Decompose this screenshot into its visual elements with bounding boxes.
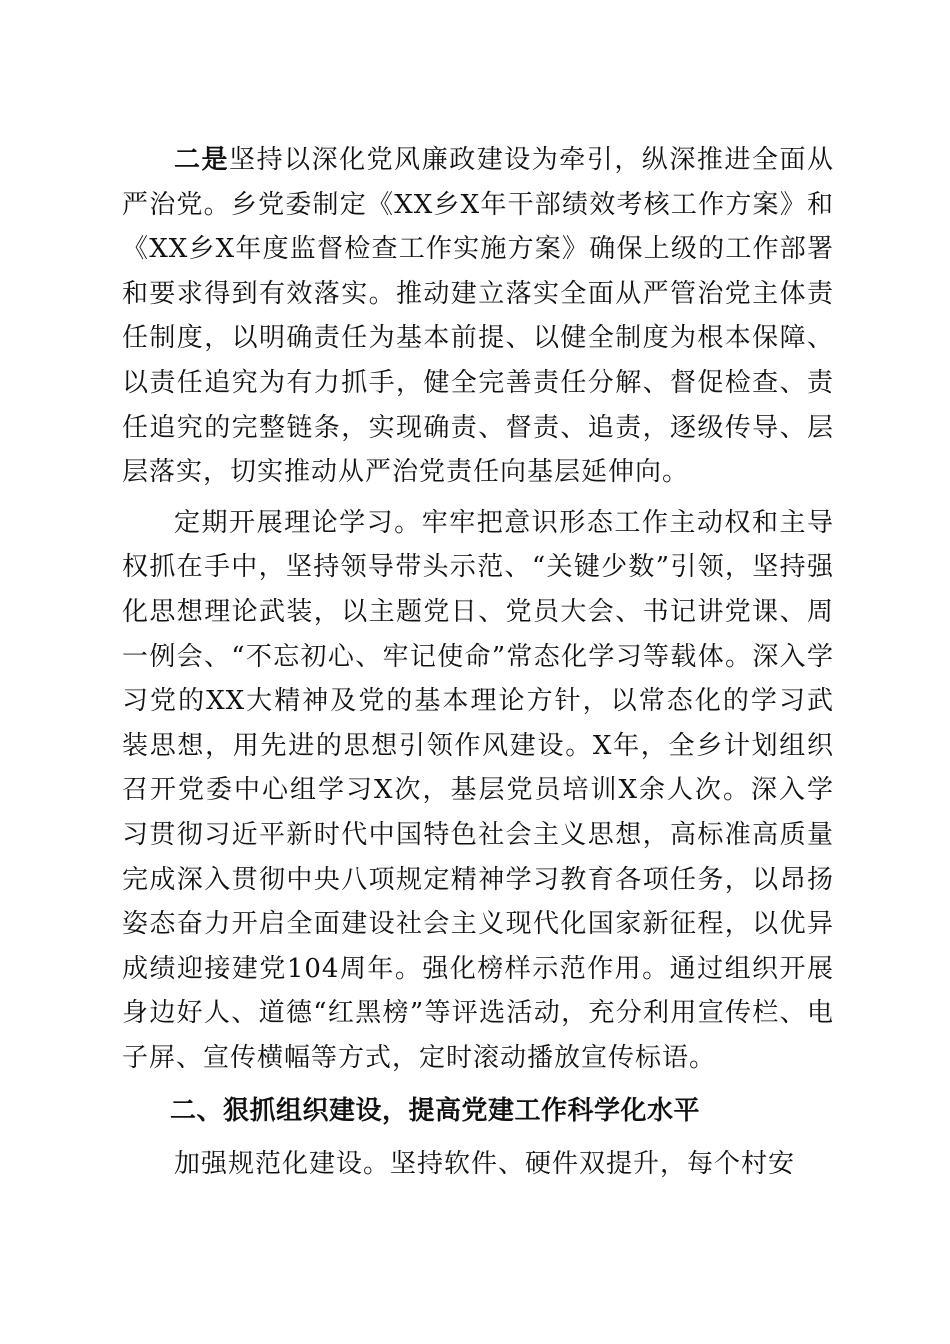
document-page xyxy=(122,138,834,1187)
section-heading: 二、狠抓组织建设，提高党建工作科学化水平 xyxy=(170,1096,701,1127)
paragraph-lead: 二是 xyxy=(174,145,230,175)
paragraph-theory-study: 定期开展理论学习。牢牢把意识形态工作主动权和主导权抓在手中，坚持领导带头示范、“关键少数”引领，坚持强化思想理论武装，以主题党日、党员大会、书记讲党课、周一例会、“不忘初心、牢记使命”常态化学习等载体。深入学习党的XX大精神及党的基本理论方针，以常态化的学习武装思想，用先进的思想引领作风建设。X年，全乡计划组织召开党委中心组学习X次，基层党员培训X余人次。深入学习贯彻习近平新时代中国特色社会主义思想，高标准高质量完成深入贯彻中央八项规定精神学习教育各项任务，以昂扬姿态奋力开启全面建设社会主义现代化国家新征程，以优异成绩迎接建党104周年。强化榜样示范作用。通过组织开展身边好人、道德“红黑榜”等评选活动，充分利用宣传栏、电子屏、宣传横幅等方式，定时滚动播放宣传标语。 xyxy=(122,507,834,1073)
paragraph-discipline xyxy=(122,138,834,495)
paragraph-standardization: 加强规范化建设。坚持软件、硬件双提升，每个村安 xyxy=(174,1149,796,1180)
paragraph-text: 坚持以深化党风廉政建设为牵引，纵深推进全面从严治党。乡党委制定《XX乡X年干部绩效考核工作方案》和《XX乡X年度监督检查工作实施方案》确保上级的工作部署和要求得到有效落实。推动建立落实全面从严管治党主体责任制度，以明确责任为基本前提、以健全制度为根本保障、以责任追究为有力抓手，健全完善责任分解、督促检查、责任追究的完整链条，实现确责、督责、追责，逐级传导、层层落实，切实推动从严治党责任向基层延伸向。 xyxy=(122,145,834,488)
